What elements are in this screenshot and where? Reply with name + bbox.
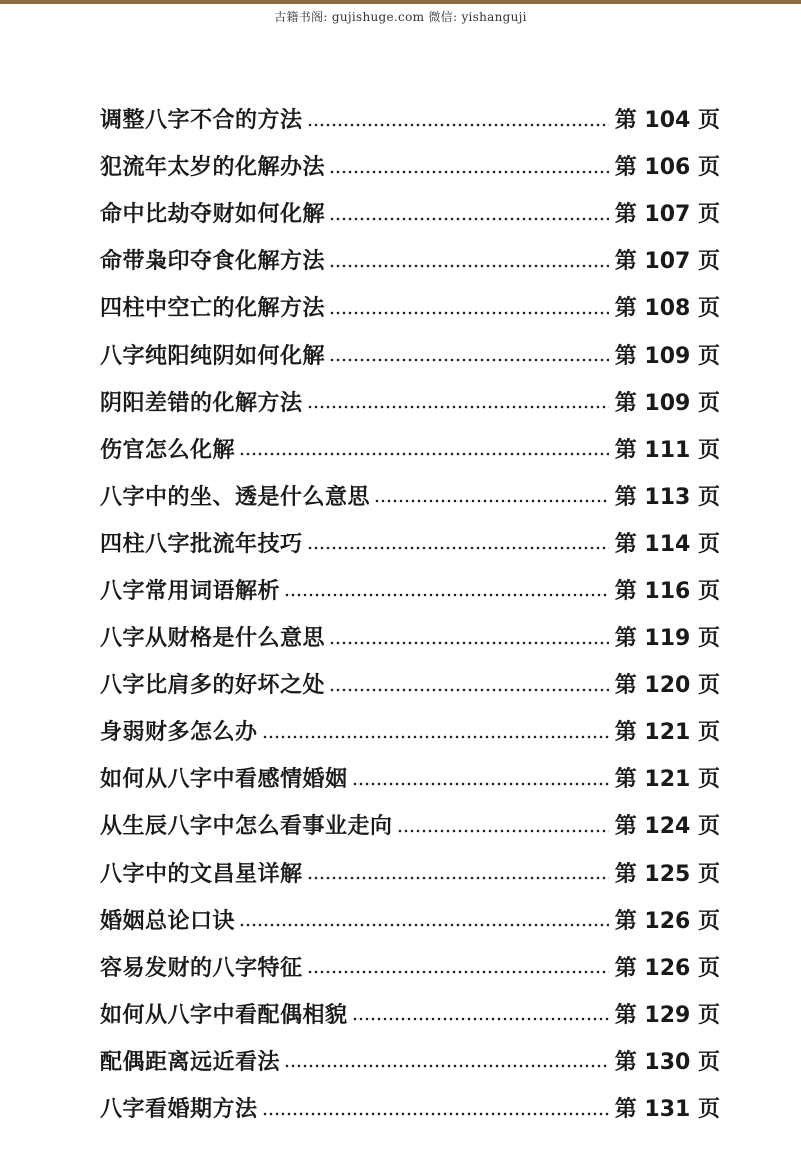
toc-entry-page: 第 121 页 bbox=[614, 767, 720, 793]
toc-entry-title: 八字中的坐、透是什么意思 bbox=[100, 484, 371, 510]
dot-leader bbox=[329, 626, 609, 648]
toc-entry-page: 第 131 页 bbox=[614, 1097, 720, 1123]
toc-entry-page: 第 107 页 bbox=[614, 249, 720, 275]
toc-entry-page: 第 124 页 bbox=[614, 814, 720, 840]
toc-entry-title: 阴阳差错的化解方法 bbox=[100, 390, 303, 416]
toc-entry-title: 八字比肩多的好坏之处 bbox=[100, 673, 326, 699]
toc-entry-title: 命中比劫夺财如何化解 bbox=[100, 202, 326, 228]
toc-entry-page: 第 119 页 bbox=[614, 626, 720, 652]
toc-entry-title: 八字中的文昌星详解 bbox=[100, 861, 303, 887]
toc-entry-title: 如何从八字中看配偶相貌 bbox=[100, 1002, 348, 1028]
toc-entry-page: 第 120 页 bbox=[614, 673, 720, 699]
toc-entry bbox=[100, 613, 720, 660]
toc-entry-title: 犯流年太岁的化解办法 bbox=[100, 155, 326, 181]
top-border-rule bbox=[0, 0, 801, 4]
toc-entry bbox=[100, 519, 720, 566]
toc-entry-page: 第 107 页 bbox=[614, 202, 720, 228]
toc-entry bbox=[100, 896, 720, 943]
toc-entry bbox=[100, 660, 720, 707]
dot-leader bbox=[374, 484, 609, 506]
dot-leader bbox=[397, 814, 609, 836]
toc-entry-page: 第 130 页 bbox=[614, 1049, 720, 1075]
toc-entry bbox=[100, 849, 720, 896]
dot-leader bbox=[284, 578, 609, 600]
toc-entry bbox=[100, 1084, 720, 1131]
dot-leader bbox=[307, 108, 609, 130]
toc-entry-page: 第 125 页 bbox=[614, 861, 720, 887]
toc-entry-title: 配偶距离远近看法 bbox=[100, 1049, 281, 1075]
dot-leader bbox=[239, 437, 609, 459]
toc-entry bbox=[100, 236, 720, 283]
toc-entry bbox=[100, 189, 720, 236]
toc-entry-page: 第 106 页 bbox=[614, 155, 720, 181]
page-header: 古籍书阁: gujishuge.com 微信: yishanguji bbox=[274, 10, 527, 24]
toc-entry-page: 第 114 页 bbox=[614, 531, 720, 557]
toc-entry bbox=[100, 142, 720, 189]
toc-entry-page: 第 113 页 bbox=[614, 484, 720, 510]
dot-leader bbox=[329, 202, 609, 224]
toc-entry bbox=[100, 801, 720, 848]
toc-entry-title: 八字纯阳纯阴如何化解 bbox=[100, 343, 326, 369]
toc-entry bbox=[100, 472, 720, 519]
dot-leader bbox=[329, 296, 609, 318]
toc-entry bbox=[100, 1037, 720, 1084]
toc-entry-page: 第 116 页 bbox=[614, 578, 720, 604]
dot-leader bbox=[307, 955, 609, 977]
dot-leader bbox=[239, 908, 609, 930]
toc-entry-title: 四柱八字批流年技巧 bbox=[100, 531, 303, 557]
toc-entry-page: 第 126 页 bbox=[614, 955, 720, 981]
toc-entry bbox=[100, 95, 720, 142]
toc-entry-title: 婚姻总论口诀 bbox=[100, 908, 236, 934]
dot-leader bbox=[329, 249, 609, 271]
toc-entry bbox=[100, 754, 720, 801]
toc-entry-page: 第 121 页 bbox=[614, 720, 720, 746]
toc-entry-page: 第 126 页 bbox=[614, 908, 720, 934]
toc-entry-title: 伤官怎么化解 bbox=[100, 437, 236, 463]
toc-entry bbox=[100, 566, 720, 613]
toc-entry-title: 四柱中空亡的化解方法 bbox=[100, 296, 326, 322]
dot-leader bbox=[307, 861, 609, 883]
toc-entry-title: 调整八字不合的方法 bbox=[100, 108, 303, 134]
dot-leader bbox=[352, 1002, 609, 1024]
dot-leader bbox=[352, 767, 609, 789]
toc-entry bbox=[100, 425, 720, 472]
toc-entry-title: 如何从八字中看感情婚姻 bbox=[100, 767, 348, 793]
dot-leader bbox=[329, 155, 609, 177]
toc-entry bbox=[100, 707, 720, 754]
toc-entry-title: 八字看婚期方法 bbox=[100, 1097, 258, 1123]
toc-entry-page: 第 104 页 bbox=[614, 108, 720, 134]
toc-entry-title: 命带枭印夺食化解方法 bbox=[100, 249, 326, 275]
dot-leader bbox=[284, 1049, 609, 1071]
toc-entry bbox=[100, 943, 720, 990]
toc-entry-page: 第 109 页 bbox=[614, 390, 720, 416]
toc-entry-page: 第 129 页 bbox=[614, 1002, 720, 1028]
dot-leader bbox=[329, 343, 609, 365]
table-of-contents bbox=[100, 95, 720, 1131]
toc-entry bbox=[100, 283, 720, 330]
toc-entry-title: 八字常用词语解析 bbox=[100, 578, 281, 604]
toc-entry bbox=[100, 330, 720, 377]
dot-leader bbox=[307, 390, 609, 412]
dot-leader bbox=[329, 673, 609, 695]
toc-entry-title: 容易发财的八字特征 bbox=[100, 955, 303, 981]
toc-entry bbox=[100, 378, 720, 425]
toc-entry-title: 从生辰八字中怎么看事业走向 bbox=[100, 814, 393, 840]
toc-entry-page: 第 108 页 bbox=[614, 296, 720, 322]
toc-entry-title: 身弱财多怎么办 bbox=[100, 720, 258, 746]
dot-leader bbox=[262, 720, 609, 742]
toc-entry-page: 第 111 页 bbox=[614, 437, 720, 463]
toc-entry-page: 第 109 页 bbox=[614, 343, 720, 369]
dot-leader bbox=[262, 1097, 609, 1119]
toc-entry bbox=[100, 990, 720, 1037]
toc-entry-title: 八字从财格是什么意思 bbox=[100, 626, 326, 652]
dot-leader bbox=[307, 531, 609, 553]
